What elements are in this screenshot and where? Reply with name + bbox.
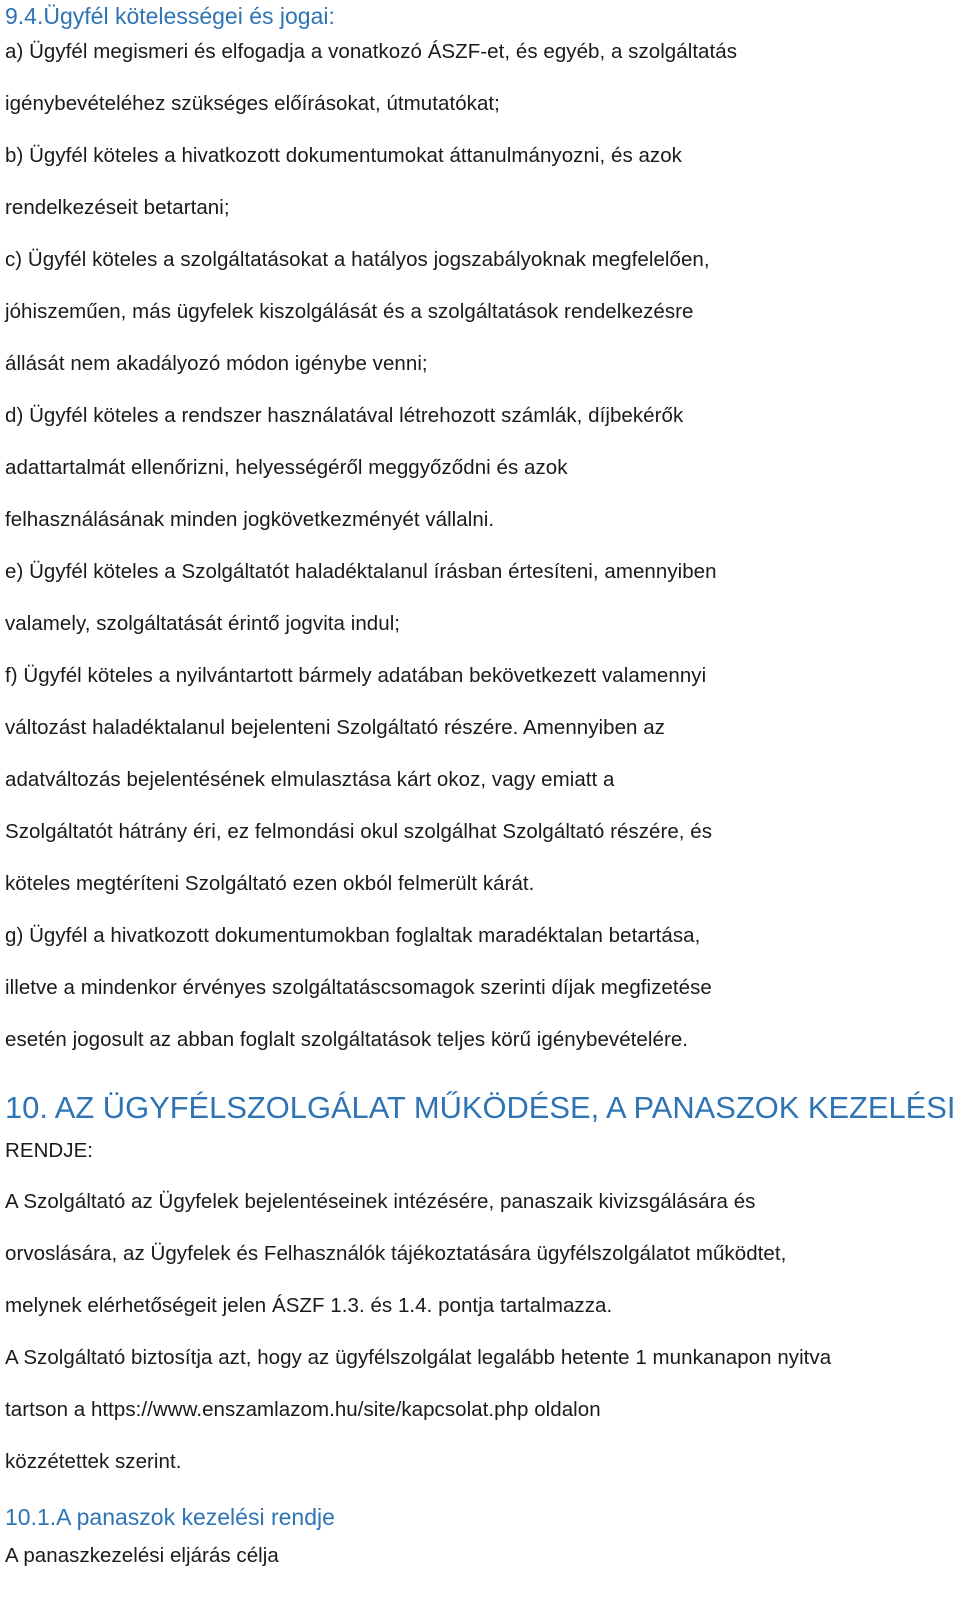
section-10-heading-cont: RENDJE: [5,1139,94,1162]
text-line: adatváltozás bejelentésének elmulasztása kárt okoz, vagy emiatt a [5,768,615,791]
text-line: b) Ügyfél köteles a hivatkozott dokumentumokat áttanulmányozni, és azok [5,144,682,167]
text-line: e) Ügyfél köteles a Szolgáltatót haladéktalanul írásban értesíteni, amennyiben [5,560,717,583]
text-line: változást haladéktalanul bejelenteni Szolgáltató részére. Amennyiben az [5,716,665,739]
text-line: felhasználásának minden jogkövetkezményét vállalni. [5,508,495,531]
text-line: g) Ügyfél a hivatkozott dokumentumokban foglaltak maradéktalan betartása, [5,924,701,947]
text-line: jóhiszeműen, más ügyfelek kiszolgálását és a szolgáltatások rendelkezésre [5,300,694,323]
text-line: c) Ügyfél köteles a szolgáltatásokat a hatályos jogszabályoknak megfelelően, [5,248,710,271]
text-line: melynek elérhetőségeit jelen ÁSZF 1.3. és 1.4. pontja tartalmazza. [5,1294,613,1317]
text-line: állását nem akadályozó módon igénybe venni; [5,352,428,375]
section-10-1-heading: 10.1.A panaszok kezelési rendje [5,1504,335,1530]
text-line: adattartalmát ellenőrizni, helyességéről meggyőződni és azok [5,456,568,479]
text-line: f) Ügyfél köteles a nyilvántartott bármely adatában bekövetkezett valamennyi [5,664,707,687]
section-10-1-subheading: A panaszkezelési eljárás célja [5,1544,279,1567]
text-line: d) Ügyfél köteles a rendszer használatával létrehozott számlák, díjbekérők [5,404,684,427]
text-line: igénybevételéhez szükséges előírásokat, útmutatókat; [5,92,500,115]
text-line: rendelkezéseit betartani; [5,196,230,219]
text-line: tartson a https://www.enszamlazom.hu/site/kapcsolat.php oldalon [5,1398,601,1421]
text-line: Szolgáltatót hátrány éri, ez felmondási okul szolgálhat Szolgáltató részére, és [5,820,713,843]
text-line: köteles megtéríteni Szolgáltató ezen okból felmerült kárát. [5,872,535,895]
text-line: esetén jogosult az abban foglalt szolgáltatások teljes körű igénybevételére. [5,1028,689,1051]
text-line: illetve a mindenkor érvényes szolgáltatáscsomagok szerinti díjak megfizetése [5,976,712,999]
section-10-heading: 10. AZ ÜGYFÉLSZOLGÁLAT MŰKÖDÉSE, A PANASZOK KEZELÉSI [5,1090,956,1125]
text-line: közzétettek szerint. [5,1450,182,1473]
text-line: A Szolgáltató az Ügyfelek bejelentéseinek intézésére, panaszaik kivizsgálására és [5,1190,756,1213]
section-9-4-heading: 9.4.Ügyfél kötelességei és jogai: [5,3,335,29]
text-line: valamely, szolgáltatását érintő jogvita indul; [5,612,401,635]
text-line: A Szolgáltató biztosítja azt, hogy az ügyfélszolgálat legalább hetente 1 munkanapon nyitva [5,1346,832,1369]
text-line: a) Ügyfél megismeri és elfogadja a vonatkozó ÁSZF-et, és egyéb, a szolgáltatás [5,40,738,63]
text-line: orvoslására, az Ügyfelek és Felhasználók tájékoztatására ügyfélszolgálatot működtet, [5,1242,787,1265]
